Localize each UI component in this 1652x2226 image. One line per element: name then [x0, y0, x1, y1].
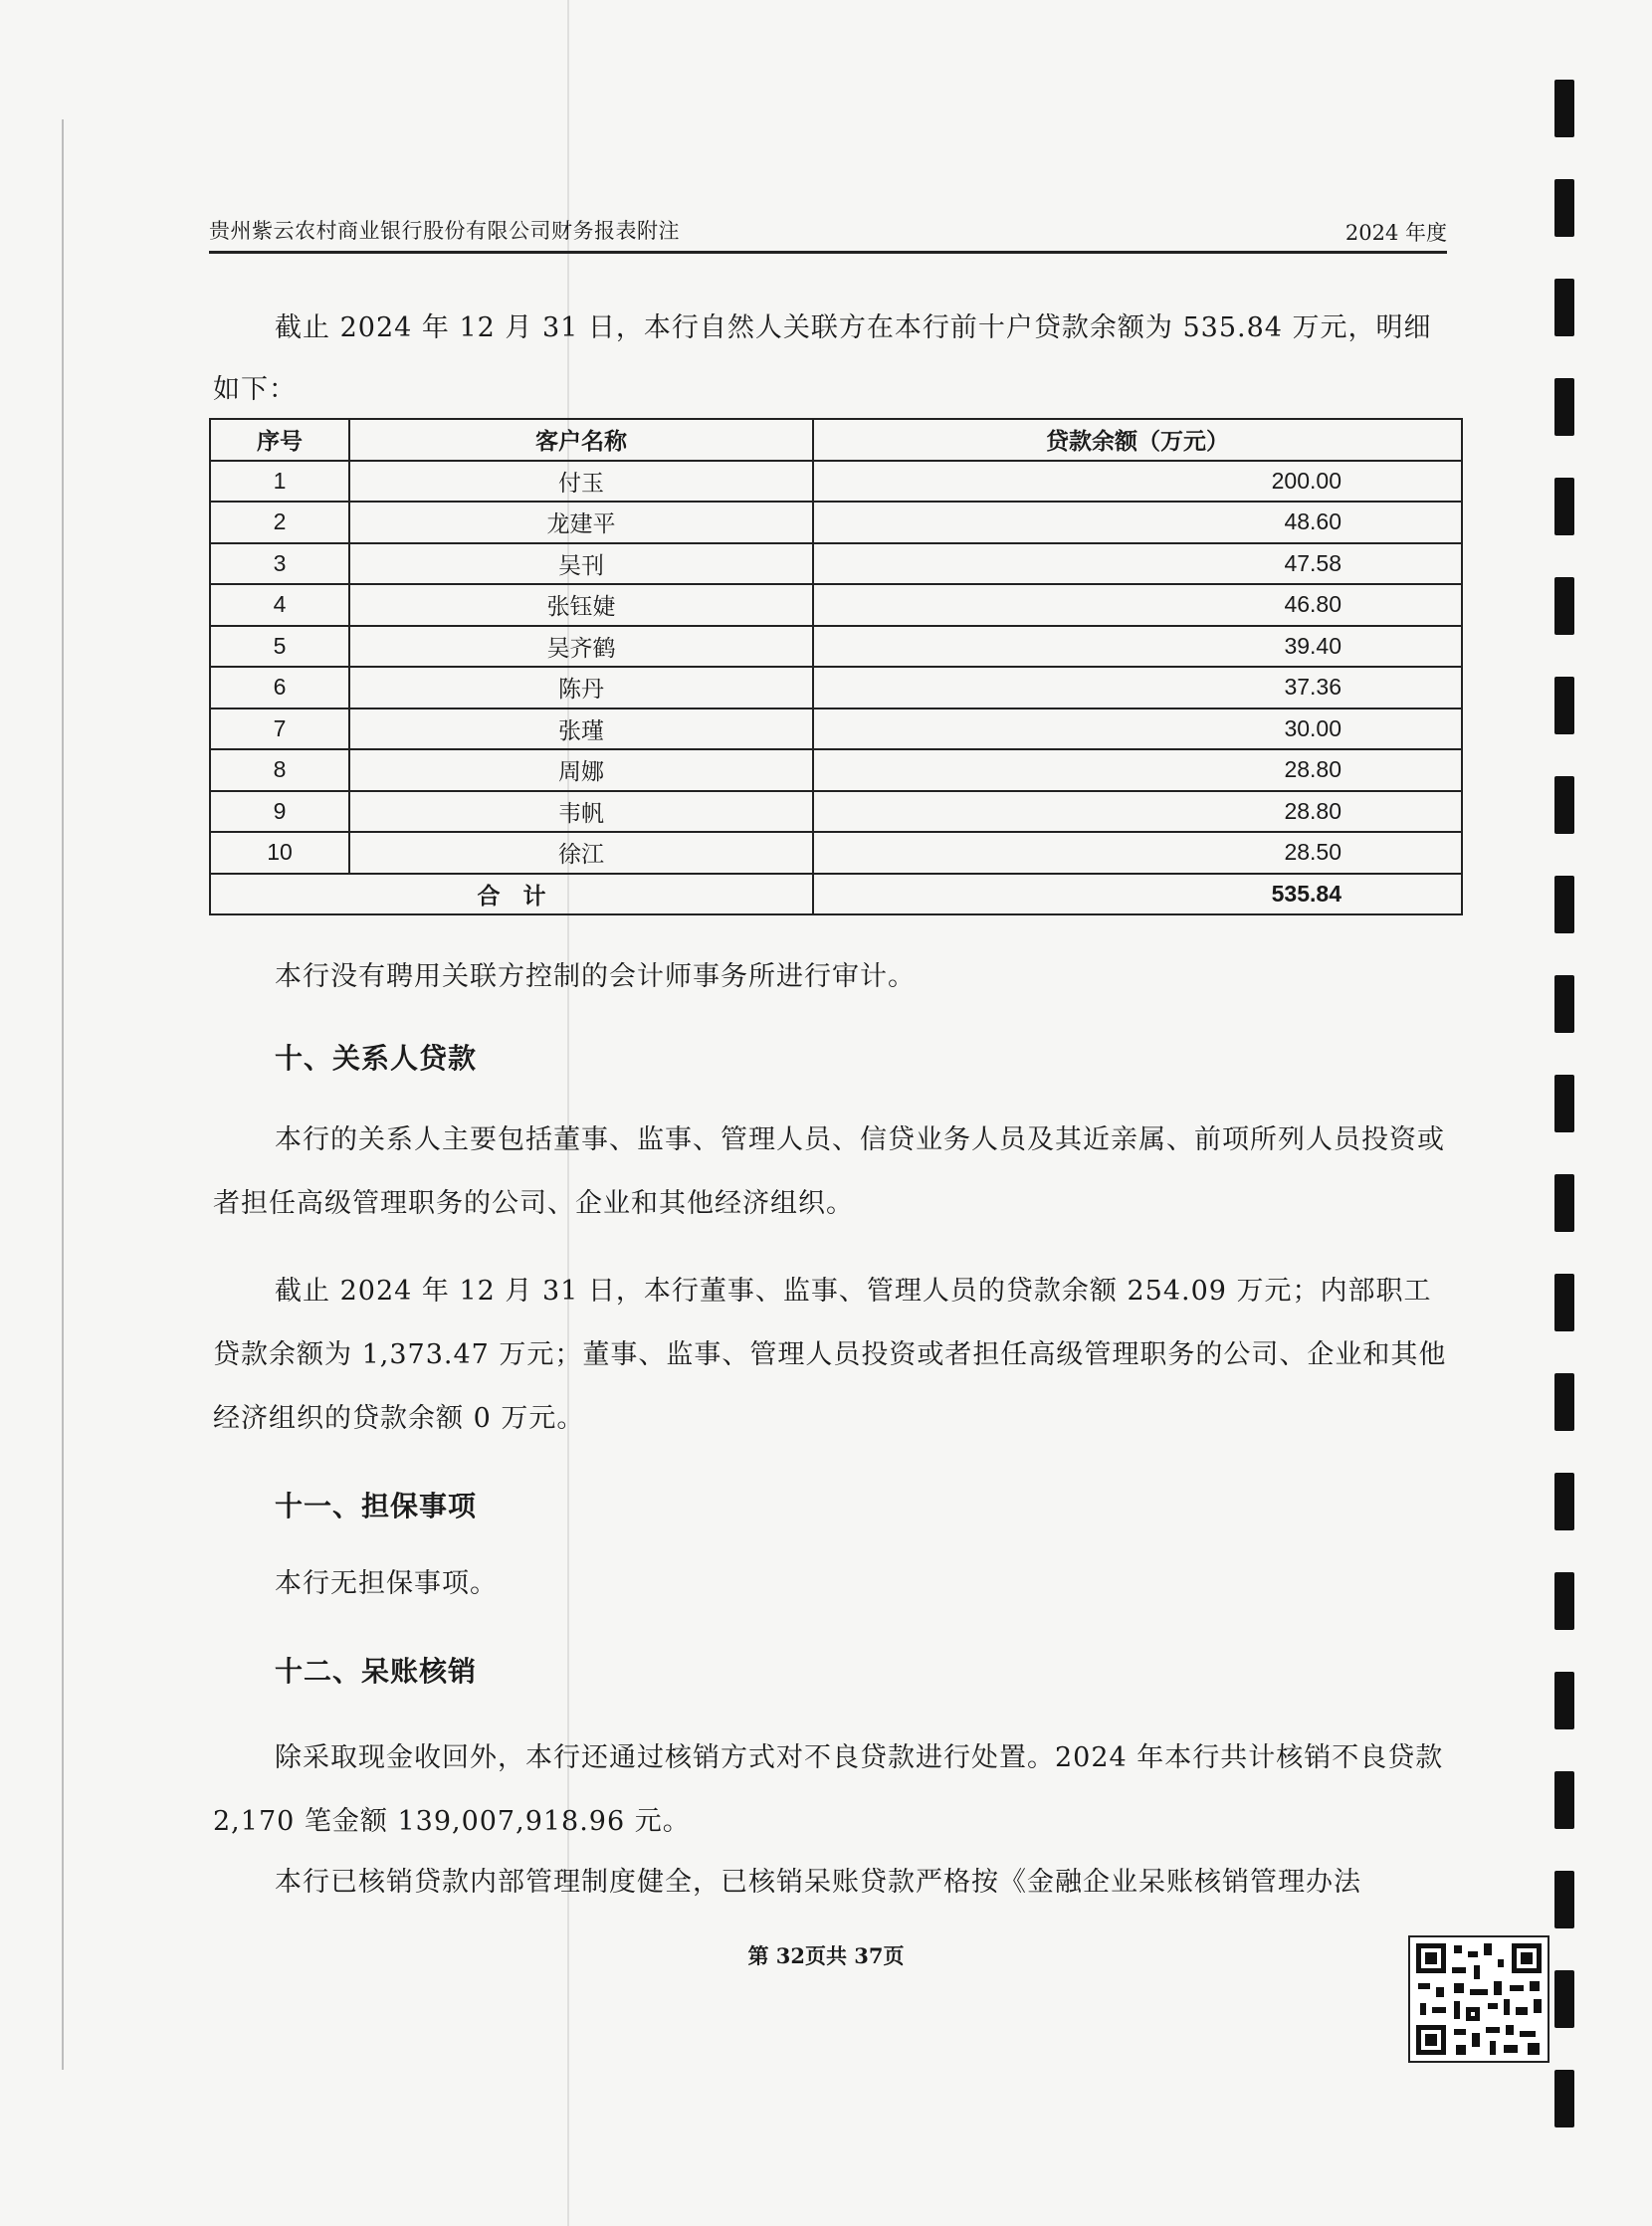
row-no: 1	[210, 461, 349, 503]
table-row	[210, 502, 1462, 543]
row-amount: 37.36	[813, 667, 1462, 708]
row-amount: 28.80	[813, 749, 1462, 791]
qr-code	[1408, 1935, 1549, 2063]
page-number: 第 32页共 37页	[747, 1943, 905, 1968]
page-header	[209, 215, 1447, 254]
table-row	[210, 791, 1462, 833]
section10-para1: 本行的关系人主要包括董事、监事、管理人员、信贷业务人员及其近亲属、前项所列人员投资或者担任高级管理职务的公司、企业和其他经济组织。	[213, 1124, 1445, 1219]
row-name: 吴刊	[349, 543, 813, 585]
col-header-no: 序号	[210, 419, 349, 461]
row-amount: 30.00	[813, 708, 1462, 750]
table-row	[210, 461, 1462, 503]
table-row	[210, 749, 1462, 791]
row-no: 6	[210, 667, 349, 708]
table-header-row	[210, 419, 1462, 461]
section12-title: 十二、呆账核销	[275, 1655, 478, 1688]
row-amount: 48.60	[813, 502, 1462, 543]
row-amount: 28.50	[813, 832, 1462, 874]
row-name: 张瑾	[349, 708, 813, 750]
intro-line2: 如下：	[213, 374, 297, 405]
header-year: 2024 年度	[1344, 221, 1447, 245]
section10-title: 十、关系人贷款	[275, 1042, 478, 1075]
row-amount: 46.80	[813, 584, 1462, 626]
row-name: 龙建平	[349, 502, 813, 543]
row-no: 9	[210, 791, 349, 833]
header-company-note: 贵州紫云农村商业银行股份有限公司财务报表附注	[209, 219, 680, 243]
section12-para1: 除采取现金收回外，本行还通过核销方式对不良贷款进行处置。2024 年本行共计核销不良贷款 2,170 笔金额 139,007,918.96 元。	[213, 1742, 1444, 1837]
section11-title: 十一、担保事项	[275, 1490, 478, 1522]
total-label: 合 计	[210, 874, 813, 915]
total-amount: 535.84	[813, 874, 1462, 915]
row-name: 周娜	[349, 749, 813, 791]
table-row	[210, 832, 1462, 874]
scan-edge-left	[62, 119, 64, 2070]
audit-note: 本行没有聘用关联方控制的会计师事务所进行审计。	[275, 961, 916, 992]
table-row	[210, 584, 1462, 626]
col-header-amount: 贷款余额（万元）	[813, 419, 1462, 461]
section11-para1: 本行无担保事项。	[275, 1568, 498, 1599]
table-row	[210, 626, 1462, 668]
row-name: 张钰婕	[349, 584, 813, 626]
row-name: 韦帆	[349, 791, 813, 833]
row-name: 徐江	[349, 832, 813, 874]
intro-line1: 截止 2024 年 12 月 31 日，本行自然人关联方在本行前十户贷款余额为 535.84 万元，明细	[275, 312, 1432, 343]
row-amount: 28.80	[813, 791, 1462, 833]
section10-para2: 截止 2024 年 12 月 31 日，本行董事、监事、管理人员的贷款余额 254.09 万元；内部职工贷款余额为 1,373.47 万元；董事、监事、管理人员投资或者担任高级管理职务的公司、企业和其他经济组织的贷款余额 0 万元。	[213, 1276, 1447, 1434]
row-no: 5	[210, 626, 349, 668]
row-no: 10	[210, 832, 349, 874]
section12-para2: 本行已核销贷款内部管理制度健全，已核销呆账贷款严格按《金融企业呆账核销管理办法	[275, 1867, 1361, 1898]
row-name: 陈丹	[349, 667, 813, 708]
row-no: 7	[210, 708, 349, 750]
row-no: 4	[210, 584, 349, 626]
row-name: 吴齐鹤	[349, 626, 813, 668]
table-total-row	[210, 874, 1462, 915]
col-header-name: 客户名称	[349, 419, 813, 461]
table-row	[210, 543, 1462, 585]
related-party-loan-table	[209, 418, 1463, 915]
row-amount: 39.40	[813, 626, 1462, 668]
binding-holes	[1554, 80, 1578, 2129]
qr-code-icon	[1410, 1937, 1548, 2061]
row-amount: 47.58	[813, 543, 1462, 585]
row-no: 3	[210, 543, 349, 585]
row-no: 2	[210, 502, 349, 543]
table-row	[210, 708, 1462, 750]
table-row	[210, 667, 1462, 708]
row-name: 付玉	[349, 461, 813, 503]
row-amount: 200.00	[813, 461, 1462, 503]
row-no: 8	[210, 749, 349, 791]
